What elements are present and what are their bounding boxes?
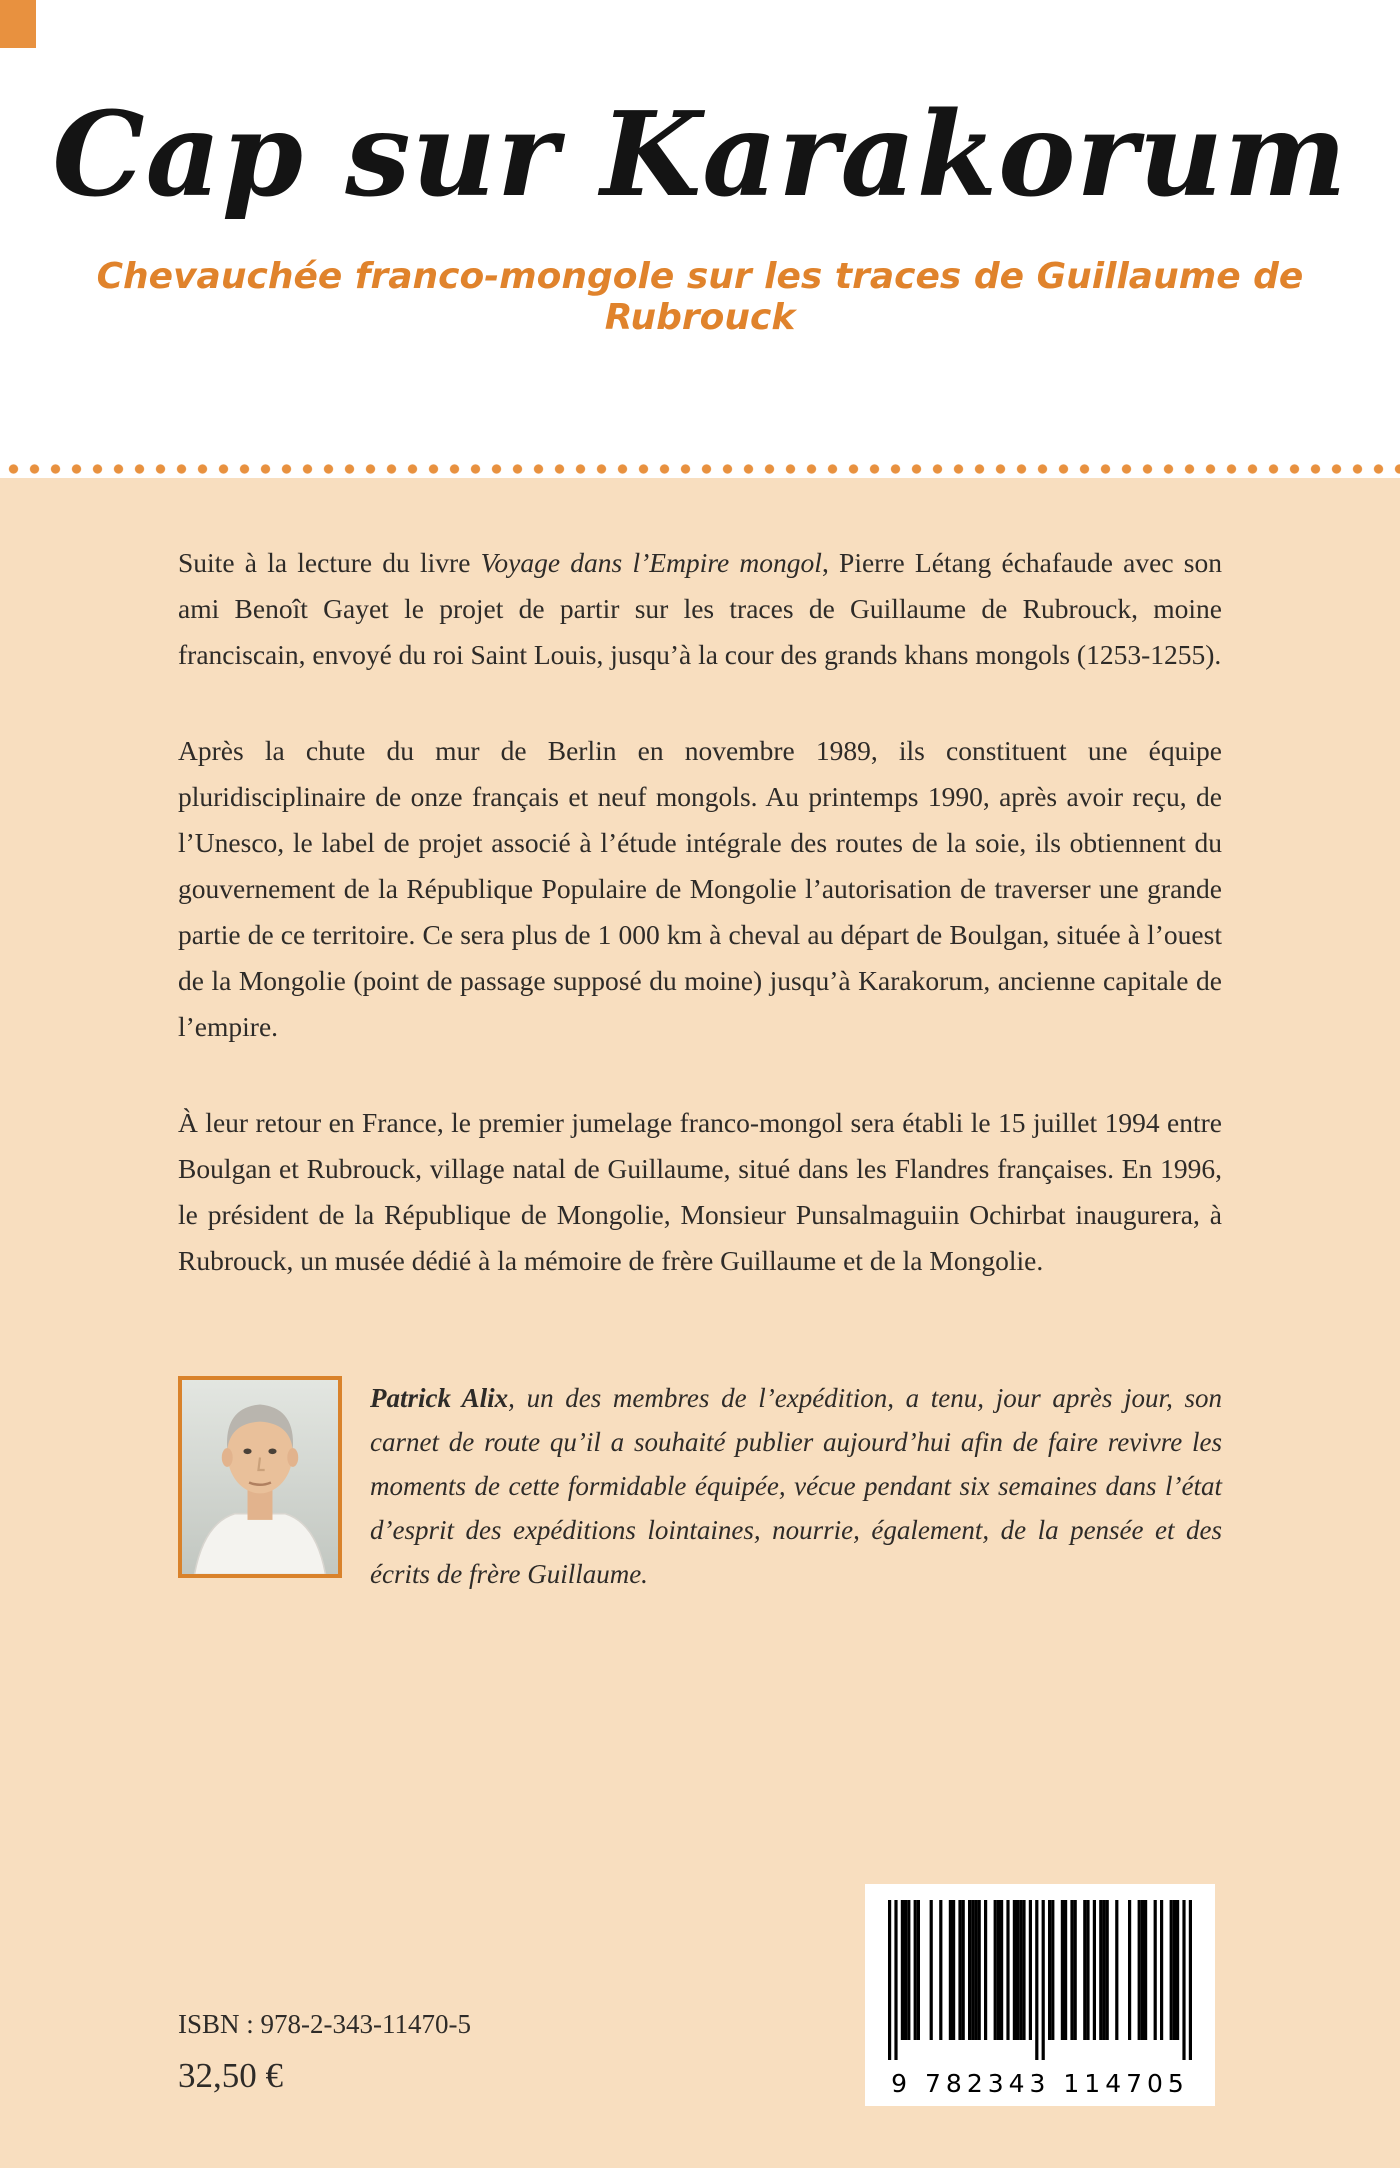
barcode <box>865 1884 1215 2106</box>
author-photo <box>178 1376 342 1578</box>
book-title: Cap sur Karakorum <box>52 87 1348 223</box>
author-portrait-image <box>182 1380 338 1574</box>
paragraph-summary-2: Après la chute du mur de Berlin en novembre 1989, ils constituent une équipe pluridisciplinaire de onze français et neuf mongols. Au printemps 1990, après avoir reçu, de l’Unesco, le label de projet associé à l’étude intégrale des routes de la soie, ils obtiennent du gouvernement de la République Populaire de Mongolie l’autorisation de traverser une grande partie de ce territoire. Ce sera plus de 1 000 km à cheval au départ de Boulgan, située à l’ouest de la Mongolie (point de passage supposé du moine) jusqu’à Karakorum, ancienne capitale de l’empire. <box>178 735 1222 1042</box>
price: 32,50 € <box>178 2056 283 2095</box>
author-note <box>370 1376 1222 1596</box>
spine-corner <box>0 0 36 48</box>
referenced-book-title: Voyage dans l’Empire mongol <box>480 547 822 578</box>
barcode-number: 9 782343 114705 <box>891 2069 1189 2098</box>
dotted-divider <box>0 460 1400 478</box>
isbn: ISBN : 978-2-343-11470-5 <box>178 2009 471 2039</box>
author-name: Patrick Alix <box>370 1383 509 1413</box>
book-subtitle: Chevauchée franco-mongole sur les traces de Guillaume de Rubrouck <box>96 255 1304 338</box>
paragraph-1-rest: , Pierre Létang échafaude avec son ami Benoît Gayet le projet de partir sur les traces de Guillaume de Rubrouck, moine franciscain, envoyé du roi Saint Louis, jusqu’à la cour des grands khans mongols (1253-1255). <box>178 547 1222 670</box>
author-section <box>178 1376 1222 1646</box>
publication-info <box>178 2009 471 2096</box>
paragraph-summary-1 <box>178 540 1222 678</box>
paragraph-1-text: Suite à la lecture du livre <box>178 547 481 578</box>
author-note-text: , un des membres de l’expédition, a tenu, jour après jour, son carnet de route qu’il a souhaité publier aujourd’hui afin de faire revivre les moments de cette formidable équipée, vécue pendant six semaines dans l’état d’esprit des expéditions lointaines, nourrie, également, de la pensée et des écrits de frère Guillaume. <box>370 1383 1222 1589</box>
paragraph-summary-3: À leur retour en France, le premier jumelage franco-mongol sera établi le 15 juillet 1994 entre Boulgan et Rubrouck, village natal de Guillaume, situé dans les Flandres françaises. En 1996, le président de la République de Mongolie, Monsieur Punsalmaguiin Ochirbat inaugurera, à Rubrouck, un musée dédié à la mémoire de frère Guillaume et de la Mongolie. <box>178 1107 1222 1276</box>
barcode-bars <box>888 1900 1192 2065</box>
cover-header <box>0 0 1400 478</box>
